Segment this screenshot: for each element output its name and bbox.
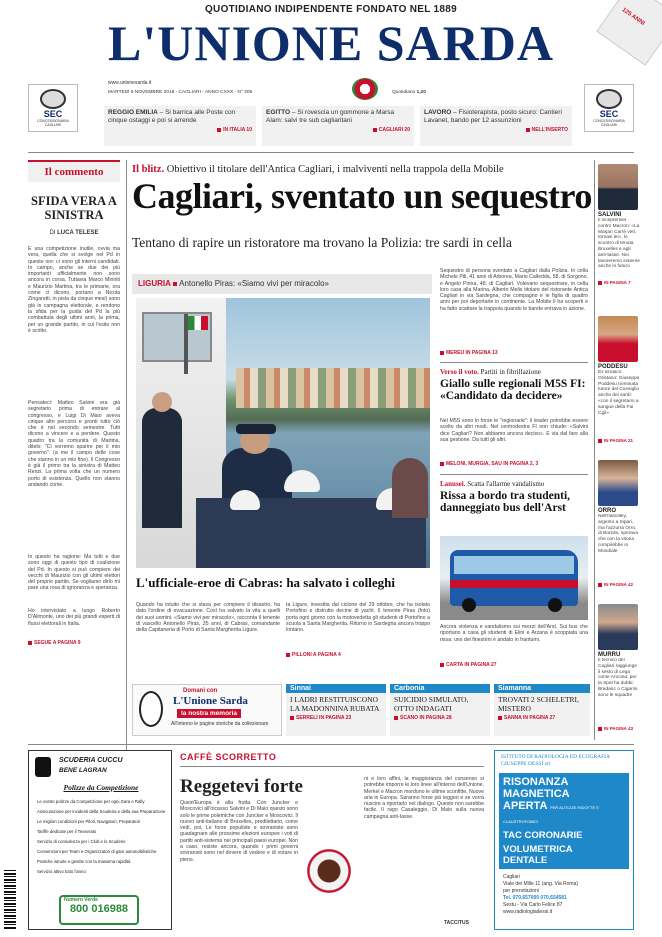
teaser-lavoro[interactable]: LAVORO – Fisioterapista, posto sicuro: Cantieri Lavanet, bando per 12 assunzioni NELL'INSERTO (420, 106, 572, 146)
lead-body: Sequestro di persona sventato a Cagliari dalla Polizia. In cella Michele Pili, 41 anni di Arborea, Mario Calledda, 58, di Sorgono, e Angelo Pinna, 48, di Cagliari. Volevano sequestrare, in cella loro casa alla Marina, Alberto Melis titolare del ristorante Antica Cagliari in via Sardegna, che compagno e le figlia di quattro anni per poi deportarle in continente. La Mobile li ha scoperti e ha fatto scattare la trappola quando le bande entrava in azione. (440, 268, 588, 312)
sidebar-name: PODDESU (598, 364, 628, 370)
green-number-box[interactable] (59, 895, 139, 925)
bus-kicker: Lanusei. (440, 480, 466, 488)
ad-item: Assicurazione per incidenti della Scuderia e della sua Preparazione (37, 809, 166, 814)
commento-body: È una competizione inutile, ovvia ma vera, quella che si svolge nel Pd in queste ore: ci sono gli interni candidati. In campo, anche se due dei più importanti ufficialmente non sono ancora in corsa. Tuttavia Marco Minniti e Maurizio Martina, tra le primarie, ora come ci dicono, portano a Nicola Zingaretti, in pista da cinque mesi) sono già in campagna elettorale, e rendono la sfida per la guida del Pd la più combattuta degli ultimi anni, la prima, per un grande partito, in cui l'esito non è scritto. (28, 246, 120, 334)
sec-label: SEC (599, 109, 619, 119)
website: www.unionesarda.it (108, 80, 152, 86)
lead-kicker-line (132, 164, 592, 175)
portrait-salvini (598, 164, 638, 210)
teaser-ref: NELL'INSERTO (531, 127, 568, 133)
bus-ref: CARTA IN PAGINA 27 (446, 662, 497, 668)
ad-l1: RISONANZA (503, 776, 569, 788)
italian-flag-icon (188, 316, 208, 330)
bottom-teaser-section: Carbonia (390, 684, 490, 693)
teaser-reggio[interactable]: REGGIO EMILIA – Si barrica alle Poste con cinque ostaggi e poi si arrende IN ITALIA 10 (104, 106, 256, 146)
divider (28, 152, 634, 153)
officer-cap (236, 424, 276, 434)
teaser-siamanna[interactable] (494, 684, 590, 736)
emblem-icon (352, 78, 378, 100)
person-head (152, 392, 172, 412)
dateline: MARTEDÌ 6 NOVEMBRE 2018 - CAGLIARI - ANNO CXXX - N° 305 (108, 90, 253, 95)
bus-photo[interactable] (440, 536, 588, 620)
portrait-poddesu (598, 316, 638, 362)
bus-kicker-line (440, 480, 588, 488)
bus-headline[interactable]: Rissa a bordo tra studenti, danneggiato bus dell'Arst (440, 490, 571, 515)
bottom-teaser-section: Sinnai (286, 684, 386, 693)
divider (180, 766, 484, 767)
portrait-orro (598, 460, 638, 506)
teaser-carbonia[interactable] (390, 684, 490, 736)
commento-body4: Ho intervistato a lungo Roberto D'Alimonte, uno dei più grandi esperti di flussi elettorali in Italia. (28, 608, 120, 627)
shield-icon (35, 757, 51, 777)
bus-windows (454, 556, 574, 574)
ad-item: Servizio attivo tutto l'anno (37, 869, 86, 874)
white-cap (284, 470, 320, 492)
bottom-teaser-ref: SERRELI IN PAGINA 23 (296, 715, 352, 721)
photo-story-header (132, 274, 432, 294)
sec-ad-right[interactable] (584, 84, 634, 132)
voto-ref: MELONI, MURGIA, SAU IN PAGINA 2, 3 (446, 461, 539, 467)
teaser-text: Si barrica alle Poste con cinque ostaggi e poi si arrende (108, 109, 236, 124)
bottom-teaser-headline: TROVATI 2 SCHELETRI, MISTERO (498, 695, 579, 713)
price-value: 1,20 (416, 90, 426, 95)
photo-col1: Quando ha intuito che si stava per compiere il disastro, ha dato l'ordine di evacuazione. Così ha salvato la vita a quelli dei suoi uomini. «Siamo vivi per miracolo», racconta il tenente di vascello Antonello Piras, 35 anni, di Cabras, comandante della Capitaneria di Porto di Santa Margherita Ligure. (136, 602, 280, 634)
teaser-egitto[interactable]: EGITTO – Si rovescia un gommone a Marsa Alam: salvi tre sub cagliaritani CAGLIARI 20 (262, 106, 414, 146)
portrait-murru (598, 604, 638, 650)
divider (594, 160, 595, 740)
ad-brand1: SCUDERIA CUCCU (59, 757, 123, 764)
bus-body-text: Ancora violenza e vandalismo sui mezzi dell'Arst. Sui bus che riportano a casa gli studenti di Elini e Arzana è scoppiata una rissa: uno dei finestrini è andato in frantumi. (440, 624, 588, 643)
divider (28, 744, 634, 745)
lead-ref: MEREU IN PAGINA 13 (446, 350, 498, 356)
ad-item: Servizio di consulenza per i Club e le Scuderie (37, 839, 126, 844)
caffe-headline[interactable]: Reggetevi forte (180, 776, 303, 797)
promo-subtitle: la nostra memoria (177, 709, 241, 718)
ad-scuderia[interactable] (28, 750, 172, 930)
divider (440, 362, 588, 363)
promo-title: L'Unione Sarda (173, 695, 248, 707)
commento-column (28, 160, 120, 770)
sidebar-murru[interactable] (598, 604, 640, 731)
teaser-text: Fisioterapista, posto sicuro: Cantieri Lavanet, bando per 12 assunzioni (424, 109, 562, 124)
ad-note: PER ALTEZZE RIDOTTE E CLAUSTROFOBICI (503, 805, 599, 824)
voto-kicker: Verso il voto. (440, 368, 479, 376)
author-prefix: DI (49, 230, 56, 236)
teaser-ref: CAGLIARI 20 (378, 127, 410, 133)
photo-quote: Antonello Piras: «Siamo vivi per miracolo» (179, 279, 329, 288)
lead-kicker-text: Obiettivo il titolare dell'Antica Cagliari, i malviventi nella trappola della Mobile (166, 164, 504, 175)
sec-sub: CONCESSIONARIA CAGLIARI (593, 119, 625, 127)
barcode-icon (4, 870, 16, 930)
promo-desc: All'interno le pagine storiche da collezionare (171, 721, 269, 727)
ad-l2: MAGNETICA (503, 788, 570, 800)
ad-heading: Polizze da Competizione (63, 783, 139, 792)
car-logo-icon (40, 89, 66, 109)
teaser-section: LAVORO (424, 109, 452, 116)
ad-item: Tariffe dedicate per il Tesserato (37, 829, 97, 834)
sidebar-ref: IN PAGINA 7 (604, 280, 631, 285)
masthead-title: L'UNIONE SARDA (107, 15, 554, 71)
ad-addr3: Sestu - Via Carlo Felice 87 (503, 902, 563, 908)
car-logo-icon (596, 89, 622, 109)
ad-items (37, 797, 167, 877)
teaser-section: EGITTO (266, 109, 291, 116)
commento-body2: Pensateci: Matteo Salvini era già segretario prima di entrare al congresso, e Luigi Di Maio aveva cinque altri percorsi e pronti tutto ciò che è nel secondo semestre. Tutti dicono a vincere e a perdere. Questo quadro tra la comunità di Martina, ditelo: "Ci vorremo sparire per il mio governo": (a me il campo delle cose che stanno in un mio fine). Il Congresso è già il primo tra la sinistra di Matteo Renzi. La prima volta che un numero porto di esistenza. Quello non stanno andando come. (28, 400, 120, 488)
voto-body: Nel M5S sono in forse le "regionarie": il leader potrebbe essere scelto da altri modi. Nel centrodestra FI non chiude: «Salvini dice Cagliari? Non abbiamo ancora deciso». E via dal fare alla sua gestione. Da tutti gli altri. (440, 418, 588, 443)
sidebar-text: Nell'Italvolley, argento a Sipari, ma l'azzurra Orro, di Bortolo, sperava che con la vitoria compirebbe in Mondiale (598, 514, 638, 554)
teaser-text: Si rovescia un gommone a Marsa Alam: salvi tre sub cagliaritani (266, 109, 395, 124)
caffe-col2: ni e loro affini, la maggioranza del consenso si potrebbe imporre le loro linee all'interno dell'Unione. Merkel e Macron mordono le ultime sconfitte, Nuove aria in Europa. Saranno forse più leggeri e se vorrà riuscire a riportarlo nel dialogo. Questo non sarebbe facile. Il rago Casaleggio, Di Maio sulla nuova campagna anti-tasse. (364, 776, 484, 820)
ad-phone: Tel. 070.657000 070.654581 (503, 895, 567, 901)
bottom-teaser-headline: SUICIDIO SIMULATO, OTTO INDAGATI (394, 695, 469, 713)
sec-ad-left[interactable] (28, 84, 78, 132)
tagline: QUOTIDIANO INDIPENDENTE FONDATO NEL 1889 (204, 4, 458, 15)
bottom-teaser-ref: SANNA IN PAGINA 27 (504, 715, 556, 721)
voto-headline[interactable]: Giallo sulle regionali M5S FI: «Candidato da decidere» (440, 378, 586, 403)
ad-item: Convenzioni per Team e Organizzatori di gare automobilistiche (37, 849, 157, 854)
wheel-icon (548, 598, 562, 612)
coastal-town (236, 368, 430, 408)
wheel-icon (462, 598, 476, 612)
ad-radiologia[interactable] (494, 750, 634, 930)
bottom-teaser-ref: SCANO IN PAGINA 28 (400, 715, 452, 721)
sec-sub: CONCESSIONARIA CAGLIARI (37, 119, 69, 127)
ad-addr2: per prenotazioni (503, 888, 539, 894)
ad-l3: APERTA (503, 800, 547, 812)
sidebar-ref: IN PAGINA 21 (604, 438, 634, 443)
person-woman (392, 458, 428, 518)
rescue-photo[interactable] (136, 298, 430, 568)
photo-col2: ta Ligure, investita dal ciclone del 29 ottobre, che ha isolato Portofino e distrutto decine di yacht. Il tenente Piras (foto) porta ogni giorno con la motovedetta gli studenti di Portofino a scuola a Santa Margherita. Ritorno in Sardegna ancora troppo lontano. (286, 602, 430, 634)
commento-ref: SEGUE A PAGINA 9 (34, 640, 81, 646)
lead-subhead: Tentano di rapire un ristoratore ma trovano la Polizia: tre sardi in cella (132, 235, 512, 250)
sidebar-poddesu[interactable] (598, 316, 640, 443)
lead-headline[interactable]: Cagliari, sventato un sequestro (132, 176, 592, 216)
caffe-header: CAFFÈ SCORRETTO (180, 752, 277, 762)
teaser-section: REGGIO EMILIA (108, 109, 158, 116)
ad-l4: TAC CORONARIE (503, 830, 583, 841)
person-officer (142, 408, 182, 528)
ad-item: Le vostre polizze da Competizione per ogni Gara e Rally (37, 799, 145, 804)
sidebar-name: MURRU (598, 652, 621, 658)
ad-blue-block (499, 773, 629, 869)
caffe-author: TACCITUS (444, 920, 469, 926)
ad-addr1: Viale dei Mille 11 (ang. Via Roma) (503, 881, 579, 887)
ad-item: Pratiche istruite e gestite con la massima rapidità (37, 859, 131, 864)
voto-kicker-text: Partiti in fibrillazione (480, 368, 541, 376)
sidebar-ref: IN PAGINA 42 (604, 582, 634, 587)
sidebar-ref: IN PAGINA 43 (604, 726, 634, 731)
clock-logo-icon (139, 691, 163, 727)
commento-title: SFIDA VERA A SINISTRA (31, 194, 117, 222)
teaser-sinnai[interactable] (286, 684, 386, 736)
bottom-teaser-section: Siamanna (494, 684, 590, 693)
commento-author: LUCA TELESE (57, 230, 99, 236)
sidebar-salvini[interactable] (598, 164, 640, 285)
green-label: Numero Verde (64, 897, 98, 903)
photo-headline[interactable]: L'ufficiale-eroe di Cabras: ha salvato i colleghi (136, 575, 396, 590)
bus-kicker-text: Scatta l'allarme vandalismo (467, 480, 545, 488)
voto-kicker-line (440, 368, 588, 376)
ad-web[interactable]: www.radiologiadessi.it (503, 909, 553, 915)
divider (126, 160, 127, 760)
sidebar-text: Il vicepremier contro Macron: «La Marjan Carré veri, tornasi lei», lo scontro di tenuta Bruxelles e agli anti-tasse. Noi lavoreremo insieme anche in futuro (598, 218, 640, 270)
divider (440, 474, 588, 475)
corner-badge: 125 ANNI (620, 7, 646, 27)
sidebar-orro[interactable] (598, 460, 640, 587)
teaser-ref: IN ITALIA 10 (223, 127, 252, 133)
coffee-cup-icon (300, 844, 358, 898)
sec-label: SEC (43, 109, 63, 119)
lead-kicker: Il blitz. (132, 164, 165, 175)
sidebar-name: ORRO (598, 508, 616, 514)
price-label: Quotidiano (392, 90, 416, 95)
caffe-col1: Quest'Europa è alla frutta. Con Juncker e Moscovici all'incasso Salvini e Di Maio questo sono solo le prime polemiche con Juncker e Moscovici. Il nuovo anti-italiano di Bruxelles, predilettano, come vedi, poi, Le forze populiste e sovraniste sono guadagnare alle prossime elezioni europee i voti di partiti anti-sistema nei principali paesi europei. Non a caso, resiste ancora, quando i primi governi sovranisti sono nel dovere di vedere e di votare in pieno. (180, 800, 298, 863)
ad-l5: VOLUMETRICA (503, 844, 573, 855)
promo-box[interactable] (132, 684, 282, 736)
ad-inst: ISTITUTO DI RADIOLOGIA ED ECOGRAFIA GIUSEPPE DESSÌ srl (501, 754, 610, 767)
promo-label: Domani con (183, 688, 218, 694)
photo-section: LIGURIA (138, 279, 171, 288)
commento-body3: In questo ha ragione: Ma tutti e due sono oggi di questo tipo di coalizione del Pd. In questo si può compiere dei vecchi di Maurizio con gli ultimi elettori del proprio partito. Se vogliamo dirlo mi pare una rosa di ignoranza e speranza. (28, 554, 120, 592)
commento-header: Il commento (28, 160, 120, 182)
green-phone: 800 016988 (69, 903, 129, 915)
bus-stripe (450, 580, 578, 588)
ad-brand2: BENE LAGRAN (59, 767, 107, 774)
sidebar-text: Ex sindaco Oristano: Giuseppe Poddesu nominata tutore del Consiglio anche dei sardi: «con il segretario a sangue della Fai Cgil» (598, 370, 640, 416)
sidebar-text: Il tecnico del Cagliari raggiunge il sesto di Lega come Ancona: per la Spal ha dubbi: Bradaric o Cigarini sono le squadre (598, 658, 638, 698)
sidebar-name: SALVINI (598, 212, 622, 218)
ad-item: Le migliori condizioni per Piloti, Navigatori, Preparatori (37, 819, 141, 824)
photo-ref: PILLONI A PAGINA 4 (292, 652, 341, 658)
ad-city: Cagliari (503, 874, 520, 880)
bottom-teaser-headline: I LADRI RESTITUISCONO LA MADONNINA RUBATA (290, 695, 380, 713)
ad-l6: DENTALE (503, 855, 548, 866)
